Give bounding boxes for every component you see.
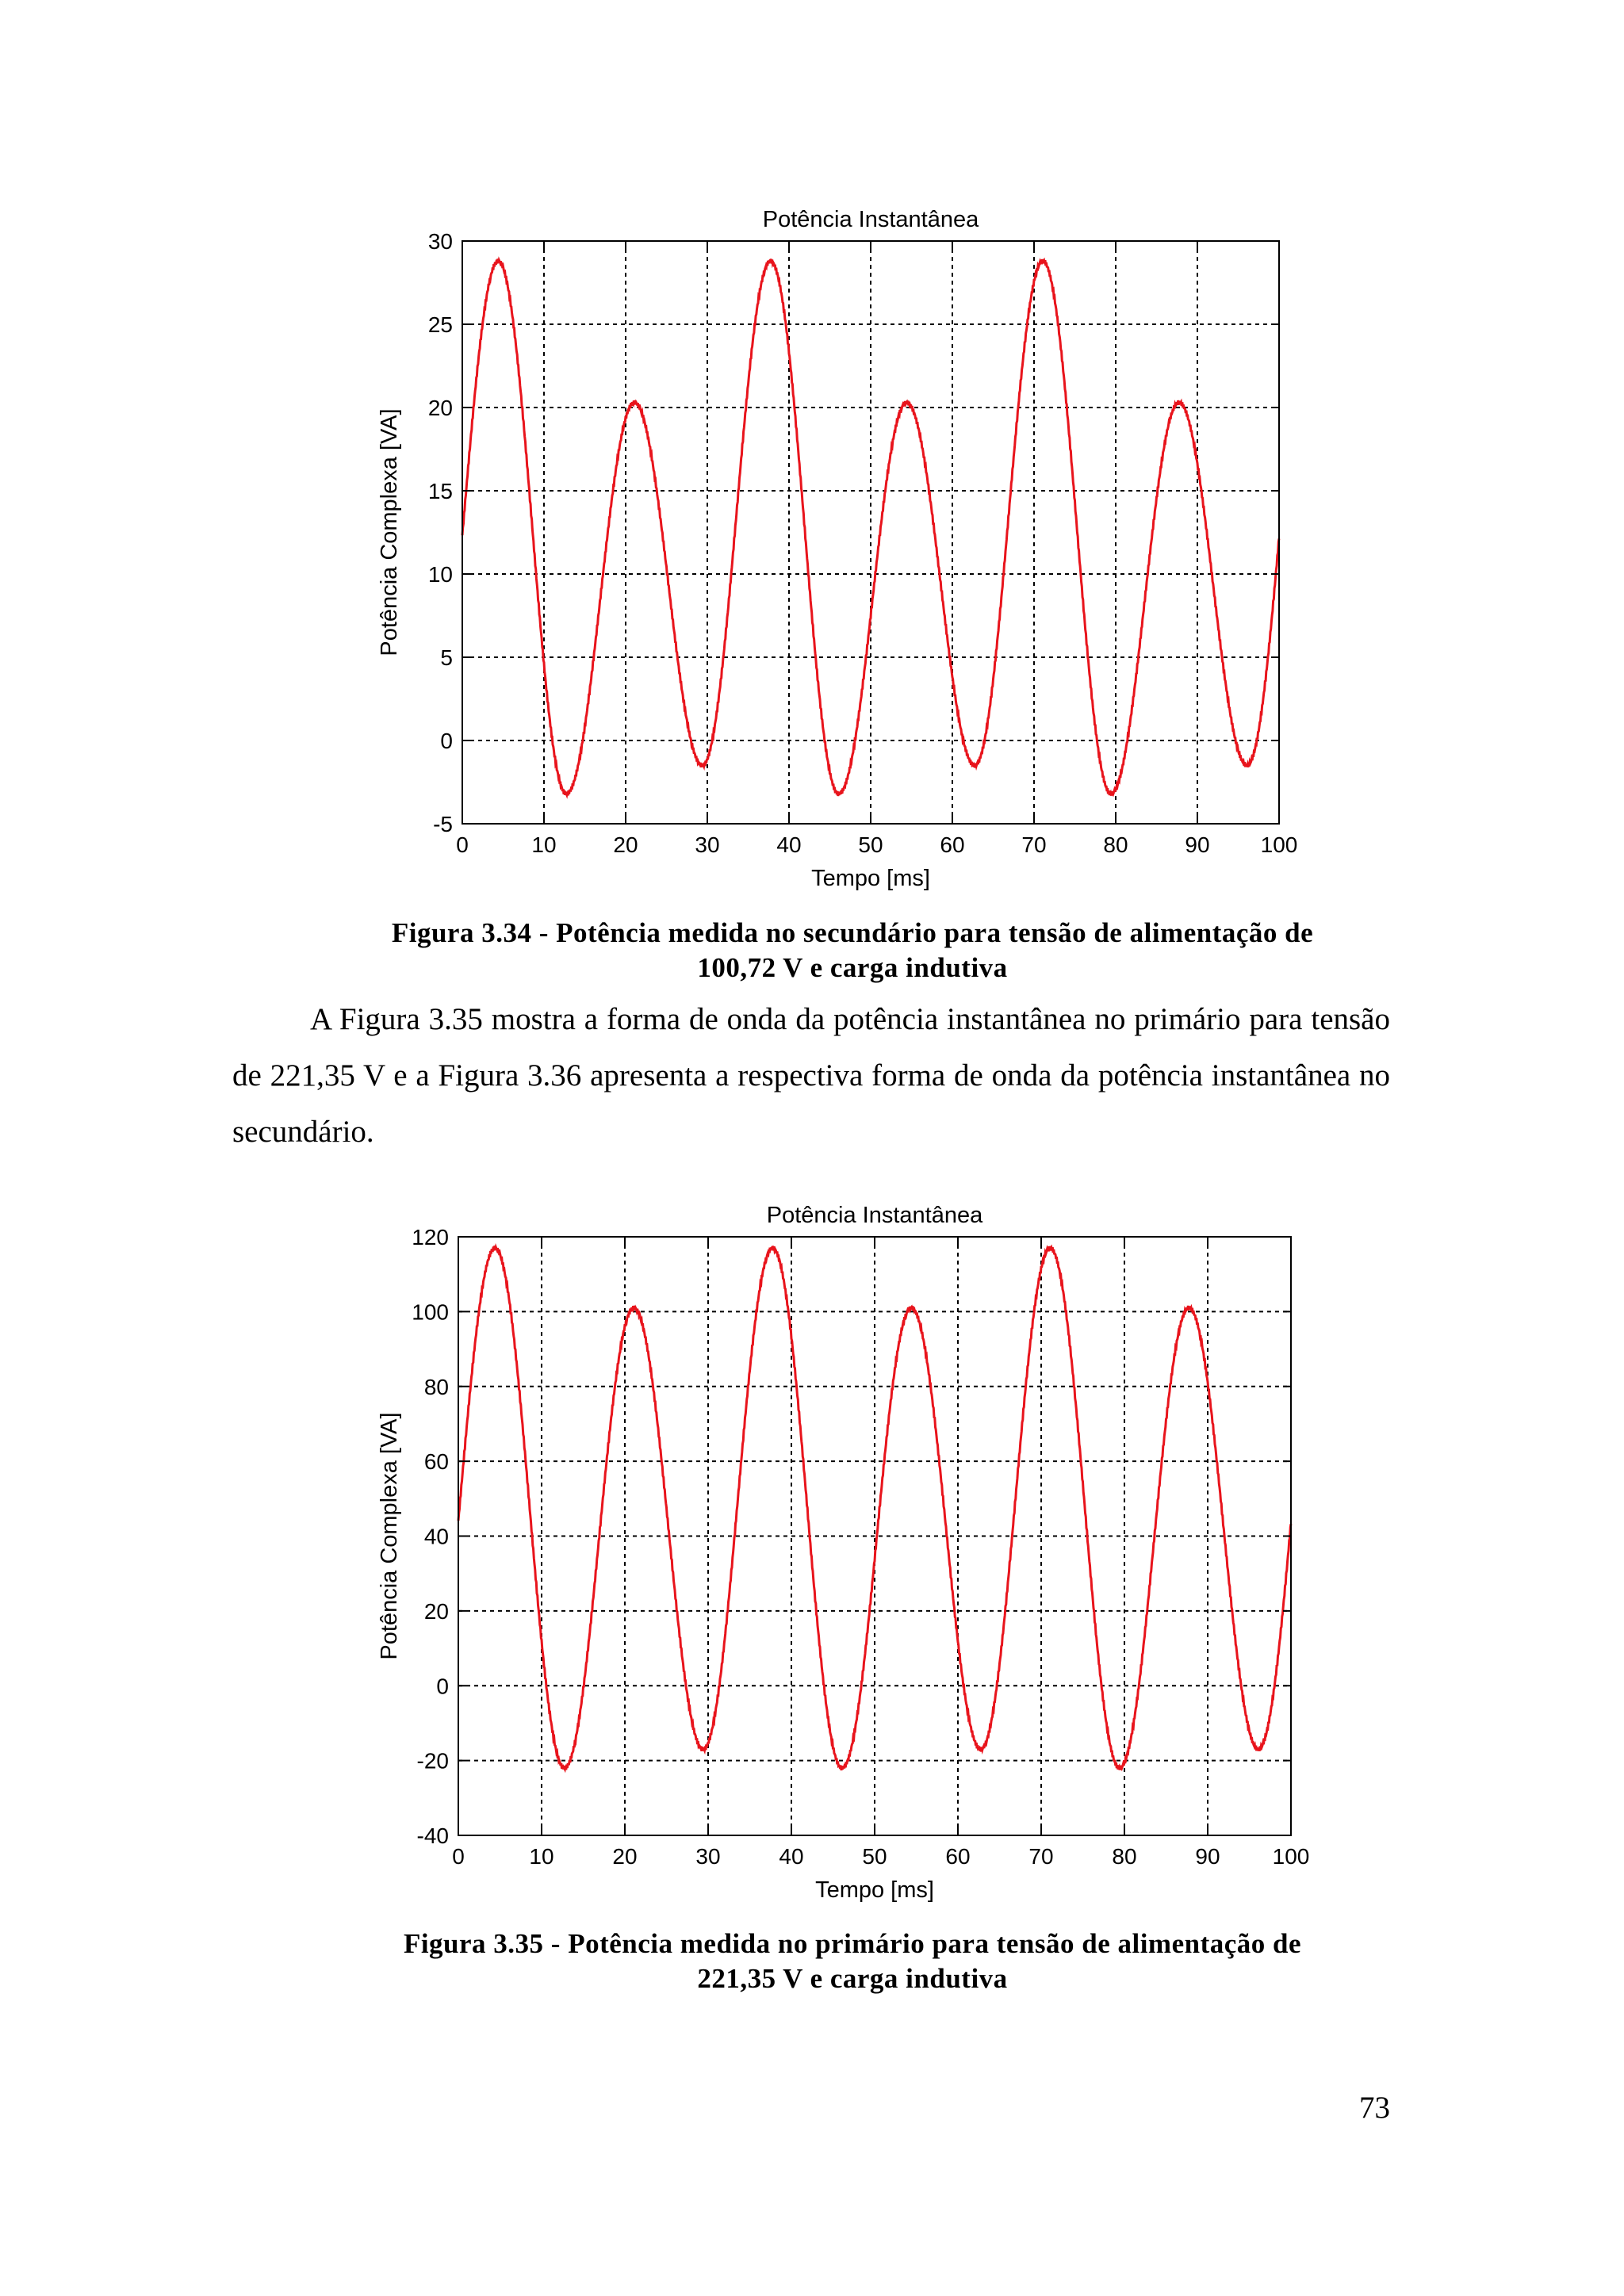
y-tick-label: 30 [427,229,453,254]
y-tick-label: 0 [436,1674,449,1699]
x-tick-label: 80 [1103,832,1128,857]
y-tick-label: 20 [423,1598,449,1624]
y-tick-label: -5 [433,812,453,836]
chart-title: Potência Instantânea [762,207,979,232]
x-tick-label: 10 [531,832,557,857]
x-tick-label: 70 [1021,832,1047,857]
x-tick-label: 50 [858,832,883,857]
y-tick-label: 15 [427,479,453,503]
y-tick-label: 20 [427,396,453,420]
y-tick-label: 60 [423,1449,449,1475]
x-axis-label: Tempo [ms] [811,866,930,891]
x-tick-label: 100 [1260,832,1298,857]
caption-line-1: Figura 3.35 - Potência medida no primário para tensão de alimentação de [403,1928,1302,1959]
x-tick-label: 30 [695,1844,721,1869]
y-tick-label: 40 [423,1524,449,1549]
page-number: 73 [1359,2091,1390,2125]
x-tick-label: 90 [1195,1844,1220,1869]
y-tick-label: 10 [427,562,453,587]
y-tick-label: 120 [412,1225,449,1249]
x-tick-label: 20 [612,1844,638,1869]
x-tick-label: 0 [456,832,469,857]
x-axis-label: Tempo [ms] [815,1877,934,1903]
y-tick-label: -20 [416,1748,449,1774]
x-tick-label: 100 [1272,1844,1310,1869]
chart-potencia-secundario [341,186,1316,900]
caption-line-2: 100,72 V e carga indutiva [697,952,1008,983]
y-tick-label: 100 [412,1299,449,1325]
chart-title: Potência Instantânea [766,1203,983,1228]
x-tick-label: 20 [613,832,638,857]
x-tick-label: 60 [945,1844,971,1869]
figure-caption-3-34 [159,916,1546,985]
x-tick-label: 80 [1112,1844,1137,1869]
x-tick-label: 40 [776,832,802,857]
y-axis-label: Potência Complexa [VA] [377,1412,402,1660]
x-tick-label: 70 [1028,1844,1054,1869]
y-tick-label: 5 [440,645,453,670]
body-paragraph: A Figura 3.35 mostra a forma de onda da potência instantânea no primário para tensão de 221,35 V e a Figura 3.36 apresenta a respectiva forma de onda da potência instantânea no secundário. [232,1002,1390,1149]
x-tick-label: 50 [862,1844,887,1869]
figure-caption-3-35 [159,1927,1546,1996]
x-tick-label: 90 [1185,832,1210,857]
x-tick-label: 40 [779,1844,804,1869]
x-tick-label: 10 [529,1844,554,1869]
x-tick-label: 0 [452,1844,465,1869]
caption-line-2: 221,35 V e carga indutiva [697,1963,1008,1994]
chart-potencia-primario [341,1181,1328,1911]
x-tick-label: 60 [940,832,965,857]
x-tick-label: 30 [695,832,720,857]
y-tick-label: 0 [440,729,453,753]
y-tick-label: 25 [427,312,453,337]
caption-line-1: Figura 3.34 - Potência medida no secundário para tensão de alimentação de [391,917,1314,948]
y-axis-label: Potência Complexa [VA] [377,408,402,656]
y-tick-label: 80 [423,1374,449,1399]
y-tick-label: -40 [416,1823,449,1848]
